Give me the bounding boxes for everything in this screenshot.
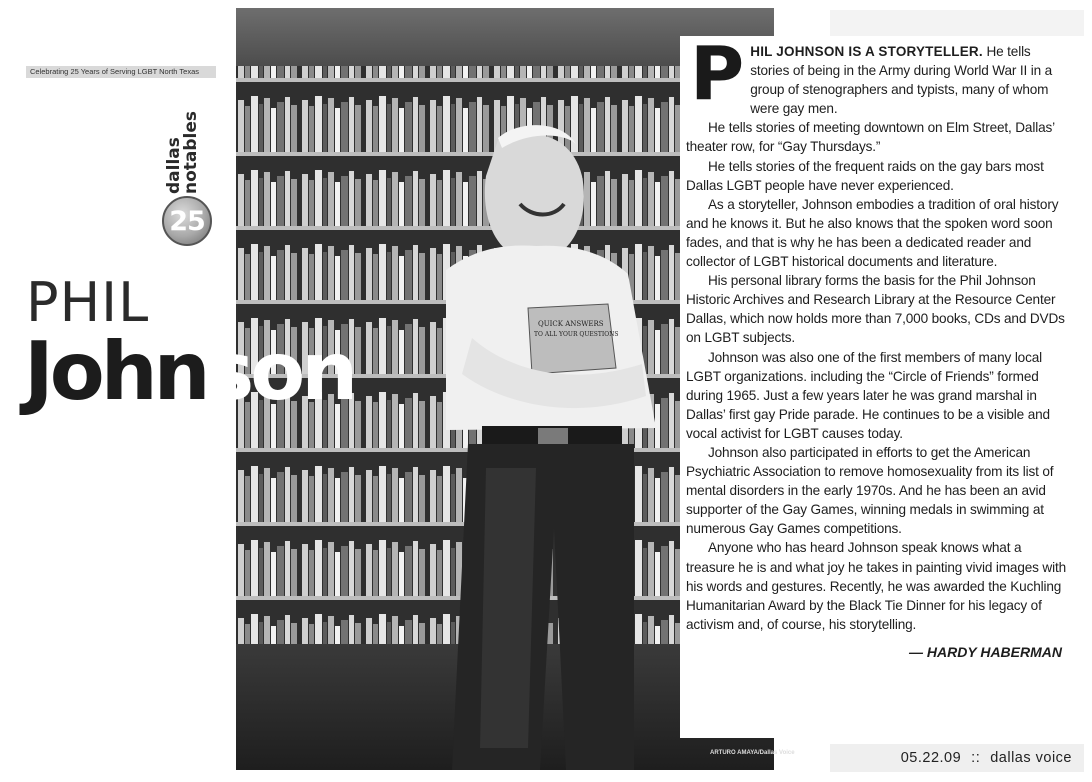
headline-first-name: PHIL — [26, 271, 150, 334]
article-paragraph: His personal library forms the basis for the Phil Johnson Historic Archives and Research Library at the Resource Center Dallas, which now holds more than 7,000 books, CDs and DVDs on LGBT subjects. — [686, 273, 1065, 346]
footer-separator: :: — [971, 750, 981, 766]
section-line-dallas: dallas — [164, 137, 184, 194]
photo-credit: ARTURO AMAYA/Dallas Voice — [710, 750, 795, 756]
anniversary-badge: 25 — [162, 196, 212, 246]
article-body — [680, 31, 1078, 738]
tagline-bar: Celebrating 25 Years of Serving LGBT North Texas — [26, 66, 216, 78]
page-footer — [830, 744, 1084, 772]
article-lead-rest: He tells stories of being in the Army during World War II in a group of stenographers and typists, many of whom were gay men. — [750, 44, 1053, 117]
publication-name: dallas voice — [990, 750, 1072, 766]
article-paragraph: Johnson also participated in efforts to get the American Psychiatric Association to remove homosexuality from its list of mental disorders in the early 1970s. And he has been an avid supporter of the Gay Games, winning medals in swimming at numerous Gay Games competitions. — [686, 444, 1054, 537]
section-line-notables: notables — [181, 110, 201, 194]
issue-date: 05.22.09 — [900, 750, 962, 766]
article-paragraph: He tells stories of the frequent raids on the gay bars most Dallas LGBT people have never experienced. — [686, 158, 1044, 193]
top-strip — [830, 10, 1084, 36]
drop-cap: P — [690, 31, 745, 117]
article-paragraph: Johnson was also one of the first members of many local LGBT organizations. including the “Circle of Friends” formed during 1965. Just a few years later he was grand marshal in Dallas’ first gay Pride parade. He continues to be a visible and vocal activist for LGBT causes today. — [686, 349, 1050, 441]
article-paragraph: He tells stories of meeting downtown on Elm Street, Dallas’ theater row, for “Gay Thursdays.” — [686, 120, 1055, 155]
headline-last-name-light: son — [206, 325, 355, 418]
headline-last-name — [24, 325, 355, 418]
section-title — [166, 94, 200, 194]
article-paragraph: As a storyteller, Johnson embodies a tradition of oral history and he knows it. But he also knows that the spoken word soon fades, and that is why he has been a dedicated reader and collector of LGBT historical documents and literature. — [686, 196, 1059, 270]
book-title: QUICK ANSWERS — [538, 320, 604, 328]
article-byline: — HARDY HABERMAN — [909, 643, 1062, 660]
svg-text:TO ALL YOUR QUESTIONS: TO ALL YOUR QUESTIONS — [534, 331, 619, 338]
article-lead: HIL JOHNSON IS A STORYTELLER. — [750, 44, 983, 59]
headline-last-name-dark: John — [24, 325, 207, 418]
section-label — [160, 100, 220, 250]
article-paragraph: Anyone who has heard Johnson speak knows what a treasure he is and what joy he takes in painting vivid images with his words and gestures. Recently, he was awarded the Kuchling Humanitarian Award by the Black Tie Dinner for his legacy of activism and, of course, his storytelling. — [686, 540, 1066, 632]
